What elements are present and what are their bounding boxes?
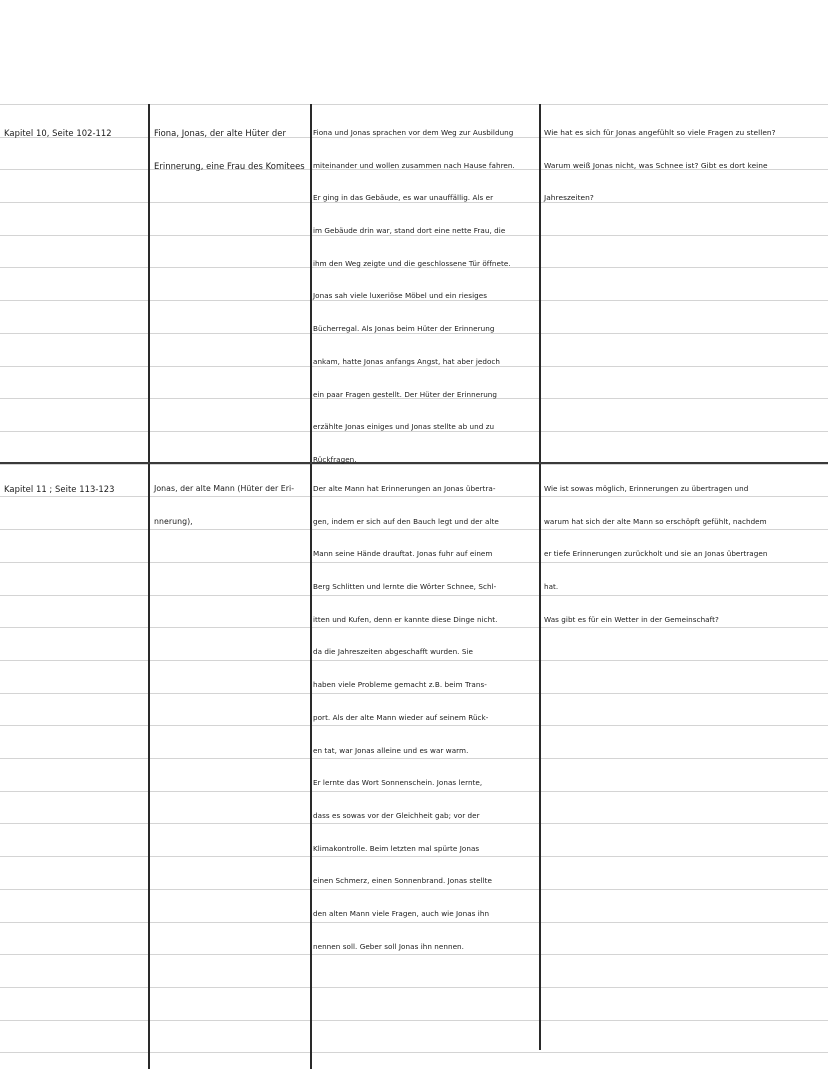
text-line: nennen soll. Geber soll Jonas ihn nennen. <box>313 941 464 951</box>
text-line: haben viele Probleme gemacht z.B. beim Trans- <box>313 680 487 690</box>
text-line: Kapitel 11 ; Seite 113-123 <box>4 484 115 494</box>
text-line: dass es sowas vor der Gleichheit gab; vor der <box>313 810 480 820</box>
text-line: port. Als der alte Mann wieder auf seinem Rück- <box>313 712 489 722</box>
text-line: Rückfragen. <box>313 454 357 464</box>
text-line: miteinander und wollen zusammen nach Hause fahren. <box>313 160 515 170</box>
text-line: Mann seine Hände drauftat. Jonas fuhr auf einem <box>313 549 493 559</box>
text-line: hat. <box>544 582 559 592</box>
text-line: gen, indem er sich auf den Bauch legt und der alte <box>313 516 499 526</box>
text-line: en tat, war Jonas alleine und es war warm. <box>313 745 469 755</box>
text-line: Klimakontrolle. Beim letzten mal spürte Jonas <box>313 843 480 853</box>
ruled-line <box>0 104 828 105</box>
row-2-chapter <box>4 473 115 506</box>
row-1-chapter <box>4 117 112 150</box>
text-line: Er lernte das Wort Sonnenschein. Jonas lernte, <box>313 778 483 788</box>
text-line: da die Jahreszeiten abgeschafft wurden. Sie <box>313 647 473 657</box>
row-1-characters <box>154 117 305 182</box>
text-line: er tiefe Erinnerungen zurückholt und sie an Jonas übertragen <box>544 549 768 559</box>
row-2-questions <box>544 473 767 636</box>
text-line: Fiona, Jonas, der alte Hüter der <box>154 128 286 138</box>
text-line: Der alte Mann hat Erinnerungen an Jonas übertra- <box>313 484 496 493</box>
text-line: Wie ist sowas möglich, Erinnerungen zu übertragen und <box>544 484 749 493</box>
text-line: erzählte Jonas einiges und Jonas stellte ab und zu <box>313 422 495 432</box>
row-1-questions <box>544 117 776 215</box>
column-divider-2 <box>310 104 312 1069</box>
row-2-summary <box>313 473 499 963</box>
text-line: itten und Kufen, denn er kannte diese Dinge nicht. <box>313 614 498 624</box>
text-line: ihm den Weg zeigte und die geschlossene Tür öffnete. <box>313 258 511 268</box>
text-line: Berg Schlitten und lernte die Wörter Schnee, Schl- <box>313 582 497 592</box>
ruled-line <box>0 987 828 988</box>
text-line: Jonas sah viele luxeriöse Möbel und ein riesiges <box>313 291 488 301</box>
column-divider-1 <box>148 104 150 1069</box>
text-line: Bücherregal. Als Jonas beim Hüter der Erinnerung <box>313 324 495 334</box>
ruled-line <box>0 1020 828 1021</box>
text-line: Er ging in das Gebäude, es war unauffällig. Als er <box>313 193 494 203</box>
text-line: Wie hat es sich für Jonas angefühlt so viele Fragen zu stellen? <box>544 128 776 137</box>
text-line: Jahreszeiten? <box>544 193 594 203</box>
row-2-characters <box>154 473 294 538</box>
text-line: im Gebäude drin war, stand dort eine nette Frau, die <box>313 226 506 236</box>
ruled-line <box>0 1052 828 1053</box>
text-line: Erinnerung, eine Frau des Komitees <box>154 160 305 171</box>
row-1-summary <box>313 117 515 477</box>
text-line: Warum weiß Jonas nicht, was Schnee ist? Gibt es dort keine <box>544 160 768 170</box>
text-line: ankam, hatte Jonas anfangs Angst, hat aber jedoch <box>313 356 501 366</box>
text-line: nnerung), <box>154 516 193 526</box>
text-line: Jonas, der alte Mann (Hüter der Eri- <box>154 484 295 493</box>
text-line: Was gibt es für ein Wetter in der Gemeinschaft? <box>544 614 719 624</box>
text-line: einen Schmerz, einen Sonnenbrand. Jonas stellte <box>313 876 492 886</box>
text-line: Fiona und Jonas sprachen vor dem Weg zur Ausbildung <box>313 128 514 137</box>
text-line: den alten Mann viele Fragen, auch wie Jonas ihn <box>313 908 490 918</box>
column-divider-3 <box>539 104 541 1050</box>
text-line: Kapitel 10, Seite 102-112 <box>4 128 112 138</box>
text-line: warum hat sich der alte Mann so erschöpft gefühlt, nachdem <box>544 516 767 526</box>
text-line: ein paar Fragen gestellt. Der Hüter der Erinnerung <box>313 389 498 399</box>
